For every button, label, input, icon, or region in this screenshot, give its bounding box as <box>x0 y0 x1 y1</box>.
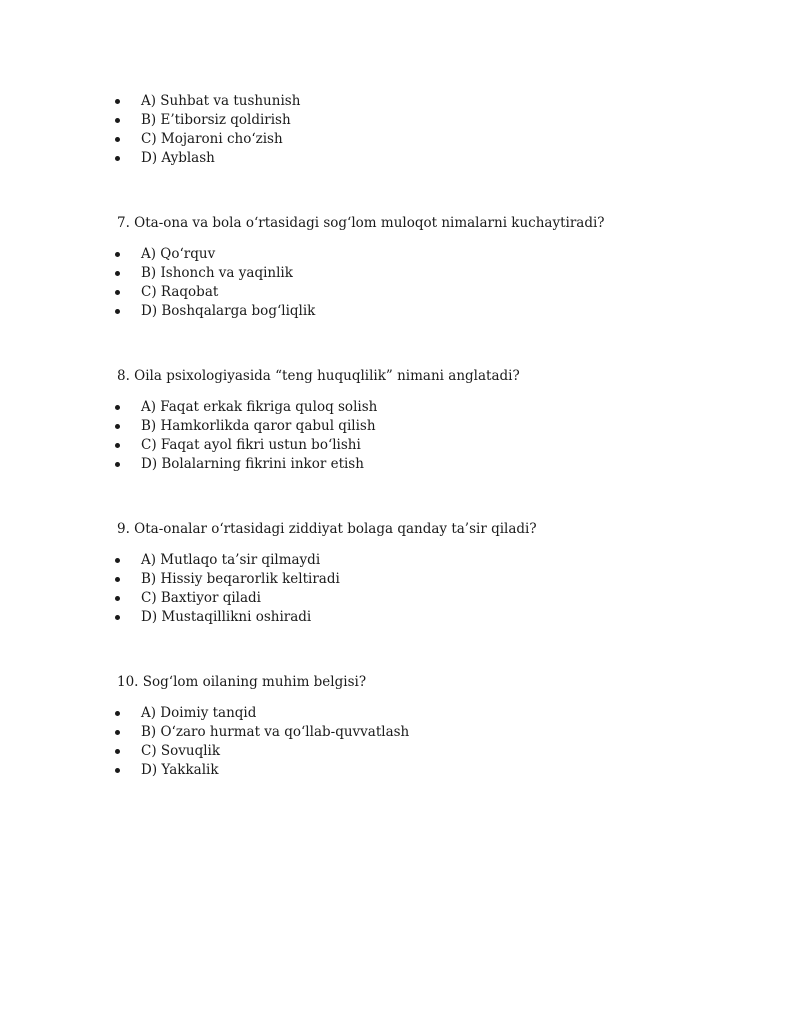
bullet-icon <box>115 290 120 295</box>
option-text: B) Hissiy beqarorlik keltiradi <box>141 571 340 587</box>
option-text: C) Sovuqlik <box>141 743 221 759</box>
option-text: A) Suhbat va tushunish <box>141 93 301 109</box>
option-item <box>0 398 800 417</box>
option-item <box>0 149 800 168</box>
option-item <box>0 302 800 321</box>
option-item <box>0 570 800 589</box>
option-text: B) Hamkorlikda qaror qabul qilish <box>141 418 376 434</box>
option-item <box>0 92 800 111</box>
options-list <box>0 551 800 627</box>
options-list <box>0 704 800 780</box>
bullet-icon <box>115 405 120 410</box>
bullet-icon <box>115 730 120 735</box>
option-item <box>0 551 800 570</box>
option-item <box>0 264 800 283</box>
bullet-icon <box>115 768 120 773</box>
option-text: B) E’tiborsiz qoldirish <box>141 112 291 128</box>
option-item <box>0 723 800 742</box>
bullet-icon <box>115 577 120 582</box>
option-item <box>0 245 800 264</box>
option-text: C) Raqobat <box>141 284 219 300</box>
option-item <box>0 455 800 474</box>
bullet-icon <box>115 118 120 123</box>
bullet-icon <box>115 711 120 716</box>
option-text: D) Bolalarning fikrini inkor etish <box>141 456 364 472</box>
bullet-icon <box>115 309 120 314</box>
bullet-icon <box>115 749 120 754</box>
options-list <box>0 398 800 474</box>
bullet-icon <box>115 558 120 563</box>
option-text: B) Ishonch va yaqinlik <box>141 265 293 281</box>
option-item <box>0 589 800 608</box>
bullet-icon <box>115 99 120 104</box>
option-text: D) Boshqalarga bog‘liqlik <box>141 303 316 319</box>
bullet-icon <box>115 137 120 142</box>
bullet-icon <box>115 462 120 467</box>
bullet-icon <box>115 424 120 429</box>
question-text: 10. Sog‘lom oilaning muhim belgisi? <box>117 674 367 690</box>
option-item <box>0 436 800 455</box>
option-item <box>0 742 800 761</box>
option-text: B) O‘zaro hurmat va qo‘llab-quvvatlash <box>141 724 410 740</box>
option-text: A) Qo‘rquv <box>141 246 216 262</box>
option-item <box>0 608 800 627</box>
option-text: D) Ayblash <box>141 150 215 166</box>
bullet-icon <box>115 252 120 257</box>
option-item <box>0 130 800 149</box>
option-text: C) Mojaroni cho‘zish <box>141 131 283 147</box>
bullet-icon <box>115 271 120 276</box>
option-text: C) Faqat ayol fikri ustun bo‘lishi <box>141 437 361 453</box>
options-list <box>0 245 800 321</box>
options-list <box>0 92 800 168</box>
option-text: D) Yakkalik <box>141 762 219 778</box>
option-item <box>0 704 800 723</box>
option-text: D) Mustaqillikni oshiradi <box>141 609 312 625</box>
bullet-icon <box>115 596 120 601</box>
option-text: A) Faqat erkak fikriga quloq solish <box>141 399 378 415</box>
bullet-icon <box>115 443 120 448</box>
question-text: 8. Oila psixologiyasida “teng huquqlilik” nimani anglatadi? <box>117 368 520 384</box>
option-item <box>0 283 800 302</box>
option-item <box>0 761 800 780</box>
question-text: 9. Ota-onalar o‘rtasidagi ziddiyat bolaga qanday ta’sir qiladi? <box>117 521 537 537</box>
question-text: 7. Ota-ona va bola o‘rtasidagi sog‘lom muloqot nimalarni kuchaytiradi? <box>117 215 605 231</box>
bullet-icon <box>115 156 120 161</box>
option-text: A) Doimiy tanqid <box>141 705 257 721</box>
option-item <box>0 111 800 130</box>
bullet-icon <box>115 615 120 620</box>
option-text: C) Baxtiyor qiladi <box>141 590 261 606</box>
option-text: A) Mutlaqo ta’sir qilmaydi <box>141 552 321 568</box>
option-item <box>0 417 800 436</box>
